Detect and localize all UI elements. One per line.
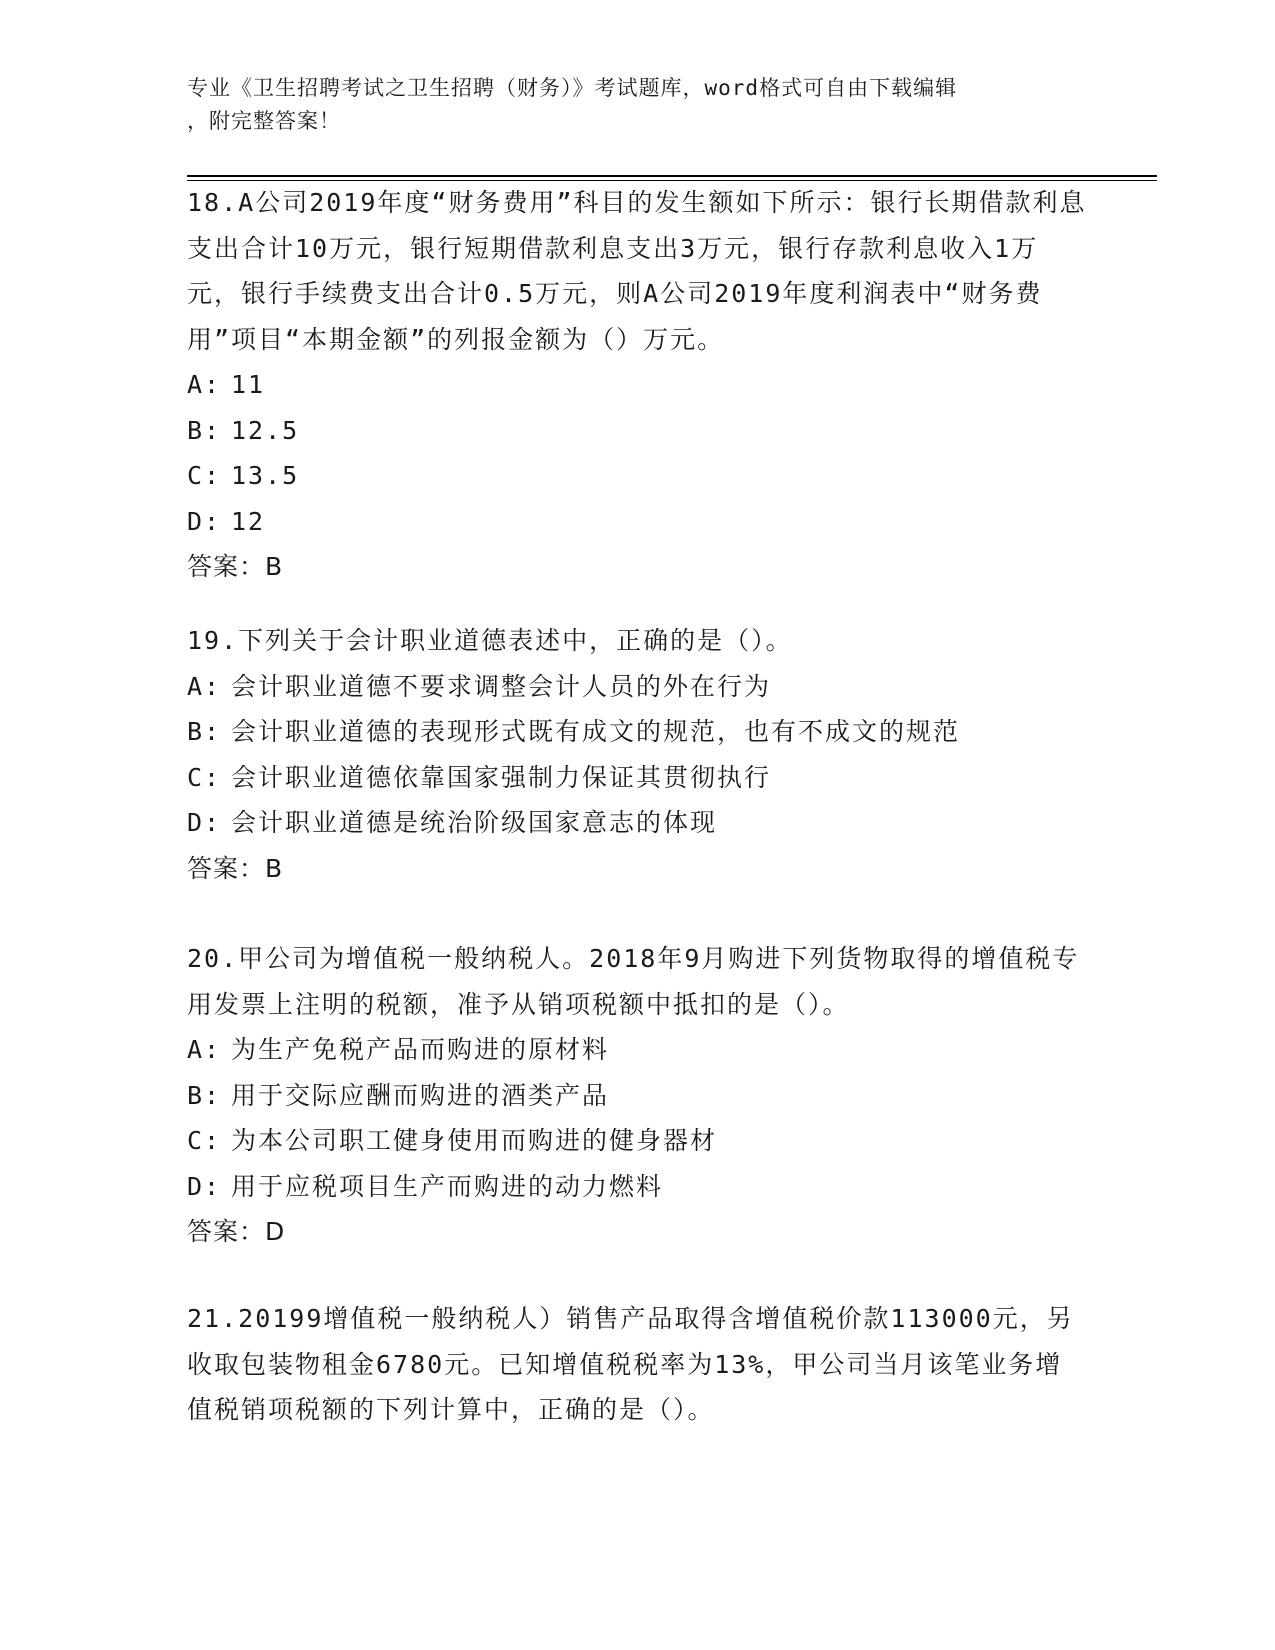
option-b xyxy=(187,408,1087,454)
option-a xyxy=(187,362,1087,408)
question-20 xyxy=(187,936,1087,1255)
option-d xyxy=(187,1164,1087,1210)
option-label: A: xyxy=(187,1035,222,1064)
option-a xyxy=(187,1027,1087,1073)
header-line-2: ，附完整答案！ xyxy=(187,109,341,133)
option-text: 用于交际应酬而购进的酒类产品 xyxy=(231,1080,610,1110)
option-d xyxy=(187,499,1087,545)
option-b xyxy=(187,1073,1087,1119)
option-c xyxy=(187,755,1087,801)
option-label: B: xyxy=(187,717,222,746)
option-text: 13.5 xyxy=(231,461,300,490)
option-text: 为本公司职工健身使用而购进的健身器材 xyxy=(231,1126,718,1155)
option-label: B: xyxy=(187,415,222,445)
question-21 xyxy=(187,1296,1087,1433)
option-c xyxy=(187,453,1087,499)
option-label: D: xyxy=(187,808,222,837)
option-a xyxy=(187,664,1087,710)
option-label: B: xyxy=(187,1080,222,1110)
option-text: 会计职业道德依靠国家强制力保证其贯彻执行 xyxy=(231,762,772,792)
question-stem: 20.甲公司为增值税一般纳税人。2018年9月购进下列货物取得的增值税专用发票上注明的税额，准予从销项税额中抵扣的是（）。 xyxy=(187,944,1080,1019)
answer-line: 答案：B xyxy=(187,853,284,883)
question-19 xyxy=(187,618,1087,891)
answer-line: 答案：D xyxy=(187,1217,286,1246)
option-b xyxy=(187,709,1087,755)
option-label: C: xyxy=(187,762,222,792)
option-label: D: xyxy=(187,506,222,536)
option-text: 12 xyxy=(231,506,266,536)
question-stem: 19.下列关于会计职业道德表述中，正确的是（）。 xyxy=(187,626,793,655)
question-stem: 21.20199增值税一般纳税人）销售产品取得含增值税价款113000元，另收取包装物租金6780元。已知增值税税率为13%，甲公司当月该笔业务增值税销项税额的下列计算中，正确的是（）。 xyxy=(187,1304,1074,1424)
option-text: 会计职业道德是统治阶级国家意志的体现 xyxy=(231,808,718,837)
option-text: 用于应税项目生产而购进的动力燃料 xyxy=(231,1171,664,1201)
option-label: A: xyxy=(187,671,222,701)
option-text: 会计职业道德的表现形式既有成文的规范，也有不成文的规范 xyxy=(231,717,961,746)
question-18 xyxy=(187,180,1087,590)
option-label: D: xyxy=(187,1171,222,1201)
option-c xyxy=(187,1118,1087,1164)
option-text: 为生产免税产品而购进的原材料 xyxy=(231,1035,610,1064)
option-text: 11 xyxy=(231,370,266,399)
document-header xyxy=(187,72,1087,138)
option-d xyxy=(187,800,1087,846)
header-line-1: 专业《卫生招聘考试之卫生招聘（财务）》考试题库，word格式可自由下载编辑 xyxy=(187,76,958,100)
option-label: C: xyxy=(187,1126,222,1155)
header-divider-thick xyxy=(187,175,1157,177)
option-text: 12.5 xyxy=(231,415,300,445)
question-stem: 18.A公司2019年度“财务费用”科目的发生额如下所示：银行长期借款利息支出合计10万元，银行短期借款利息支出3万元，银行存款利息收入1万元，银行手续费支出合计0.5万元，则A公司2019年度利润表中“财务费用”项目“本期金额”的列报金额为（）万元。 xyxy=(187,188,1087,354)
option-text: 会计职业道德不要求调整会计人员的外在行为 xyxy=(231,671,772,701)
option-label: A: xyxy=(187,370,222,399)
answer-line: 答案：B xyxy=(187,552,284,581)
option-label: C: xyxy=(187,461,222,490)
